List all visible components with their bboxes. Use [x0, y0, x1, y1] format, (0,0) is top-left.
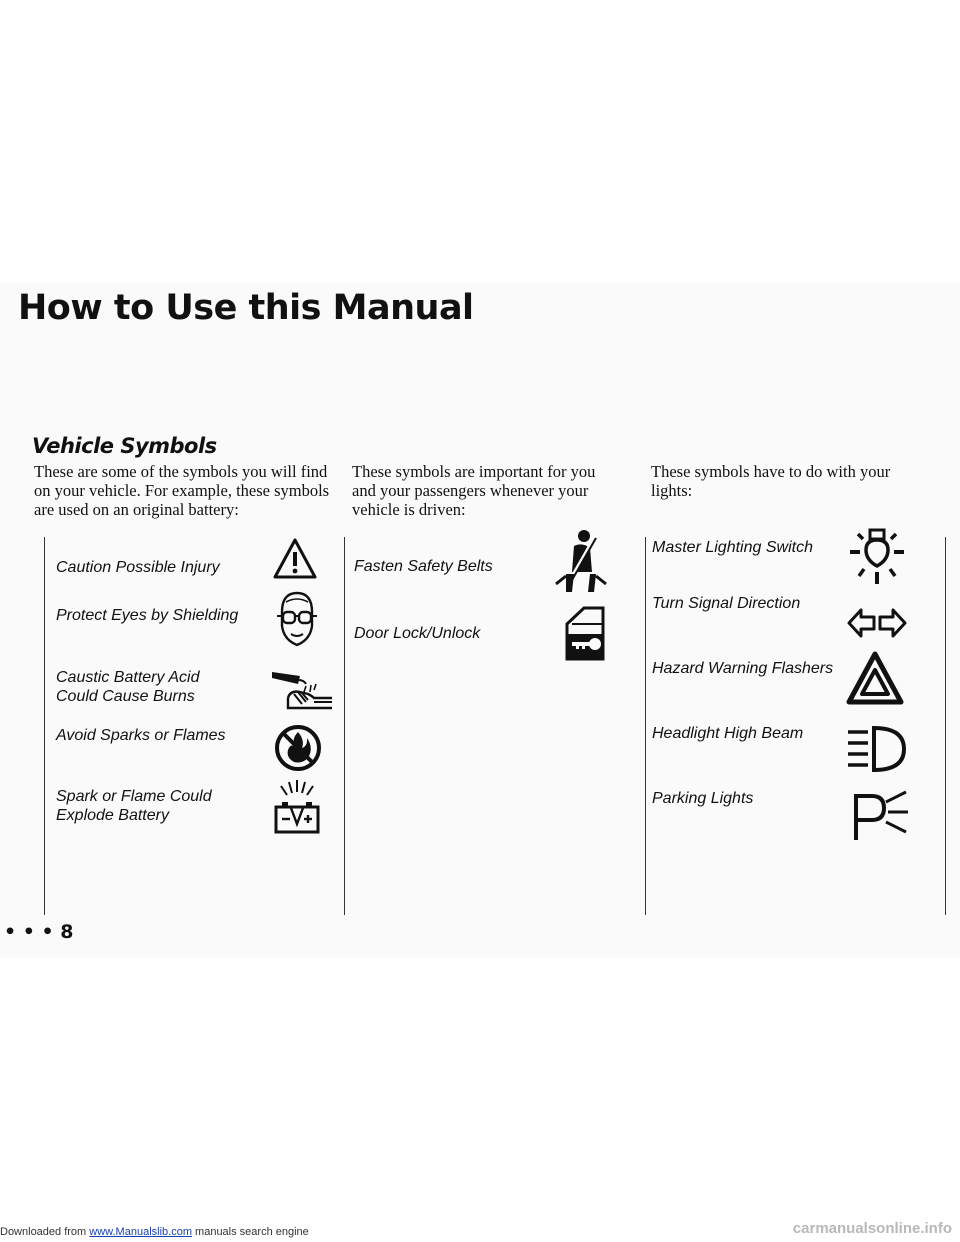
intro-column-2: These symbols are important for you and your passengers whenever your vehicle is driven:	[352, 462, 596, 519]
symbol-label: Door Lock/Unlock	[354, 625, 481, 642]
symbol-label: Protect Eyes by Shielding	[56, 607, 239, 624]
symbol-label: Turn Signal Direction	[652, 595, 801, 612]
door-lock-icon	[564, 604, 606, 662]
footer-suffix: manuals search engine	[191, 1226, 309, 1238]
high-beam-icon	[846, 724, 908, 776]
symbol-label: Spark or Flame Could Explode Battery	[56, 788, 212, 824]
page-number	[4, 921, 74, 943]
symbol-label: Parking Lights	[652, 790, 754, 807]
column-rule	[645, 537, 646, 915]
page-dots: • • •	[4, 921, 54, 943]
page-number-value: 8	[60, 921, 74, 943]
page-title: How to Use this Manual	[18, 288, 474, 328]
no-flames-icon	[274, 724, 322, 772]
turn-signal-icon	[847, 606, 907, 640]
hazard-triangle-icon	[845, 650, 905, 706]
manualslib-link[interactable]: www.Manualslib.com	[89, 1226, 192, 1238]
download-footer	[0, 1226, 309, 1238]
intro-column-3: These symbols have to do with your lights:	[651, 462, 891, 500]
symbol-label: Avoid Sparks or Flames	[56, 727, 226, 744]
watermark: carmanualsonline.info	[792, 1220, 952, 1237]
footer-prefix: Downloaded from	[0, 1226, 90, 1238]
section-heading: Vehicle Symbols	[32, 434, 217, 458]
symbol-label: Master Lighting Switch	[652, 539, 813, 556]
intro-column-1: These are some of the symbols you will find on your vehicle. For example, these symbols are used on an original battery:	[34, 462, 330, 519]
column-rule	[44, 537, 45, 915]
eye-shield-icon	[274, 590, 320, 650]
column-rule	[344, 537, 345, 915]
light-switch-icon	[846, 526, 908, 590]
symbol-label: Caustic Battery Acid Could Cause Burns	[56, 669, 200, 705]
acid-burn-icon	[268, 668, 338, 712]
symbol-label: Caution Possible Injury	[56, 559, 220, 576]
battery-explode-icon	[272, 778, 322, 836]
column-rule	[945, 537, 946, 915]
parking-lights-icon	[850, 788, 912, 844]
caution-triangle-icon	[272, 537, 318, 581]
symbol-label: Hazard Warning Flashers	[652, 660, 834, 677]
symbol-label: Headlight High Beam	[652, 725, 804, 742]
symbol-label: Fasten Safety Belts	[354, 558, 493, 575]
seat-belt-icon	[552, 528, 610, 598]
